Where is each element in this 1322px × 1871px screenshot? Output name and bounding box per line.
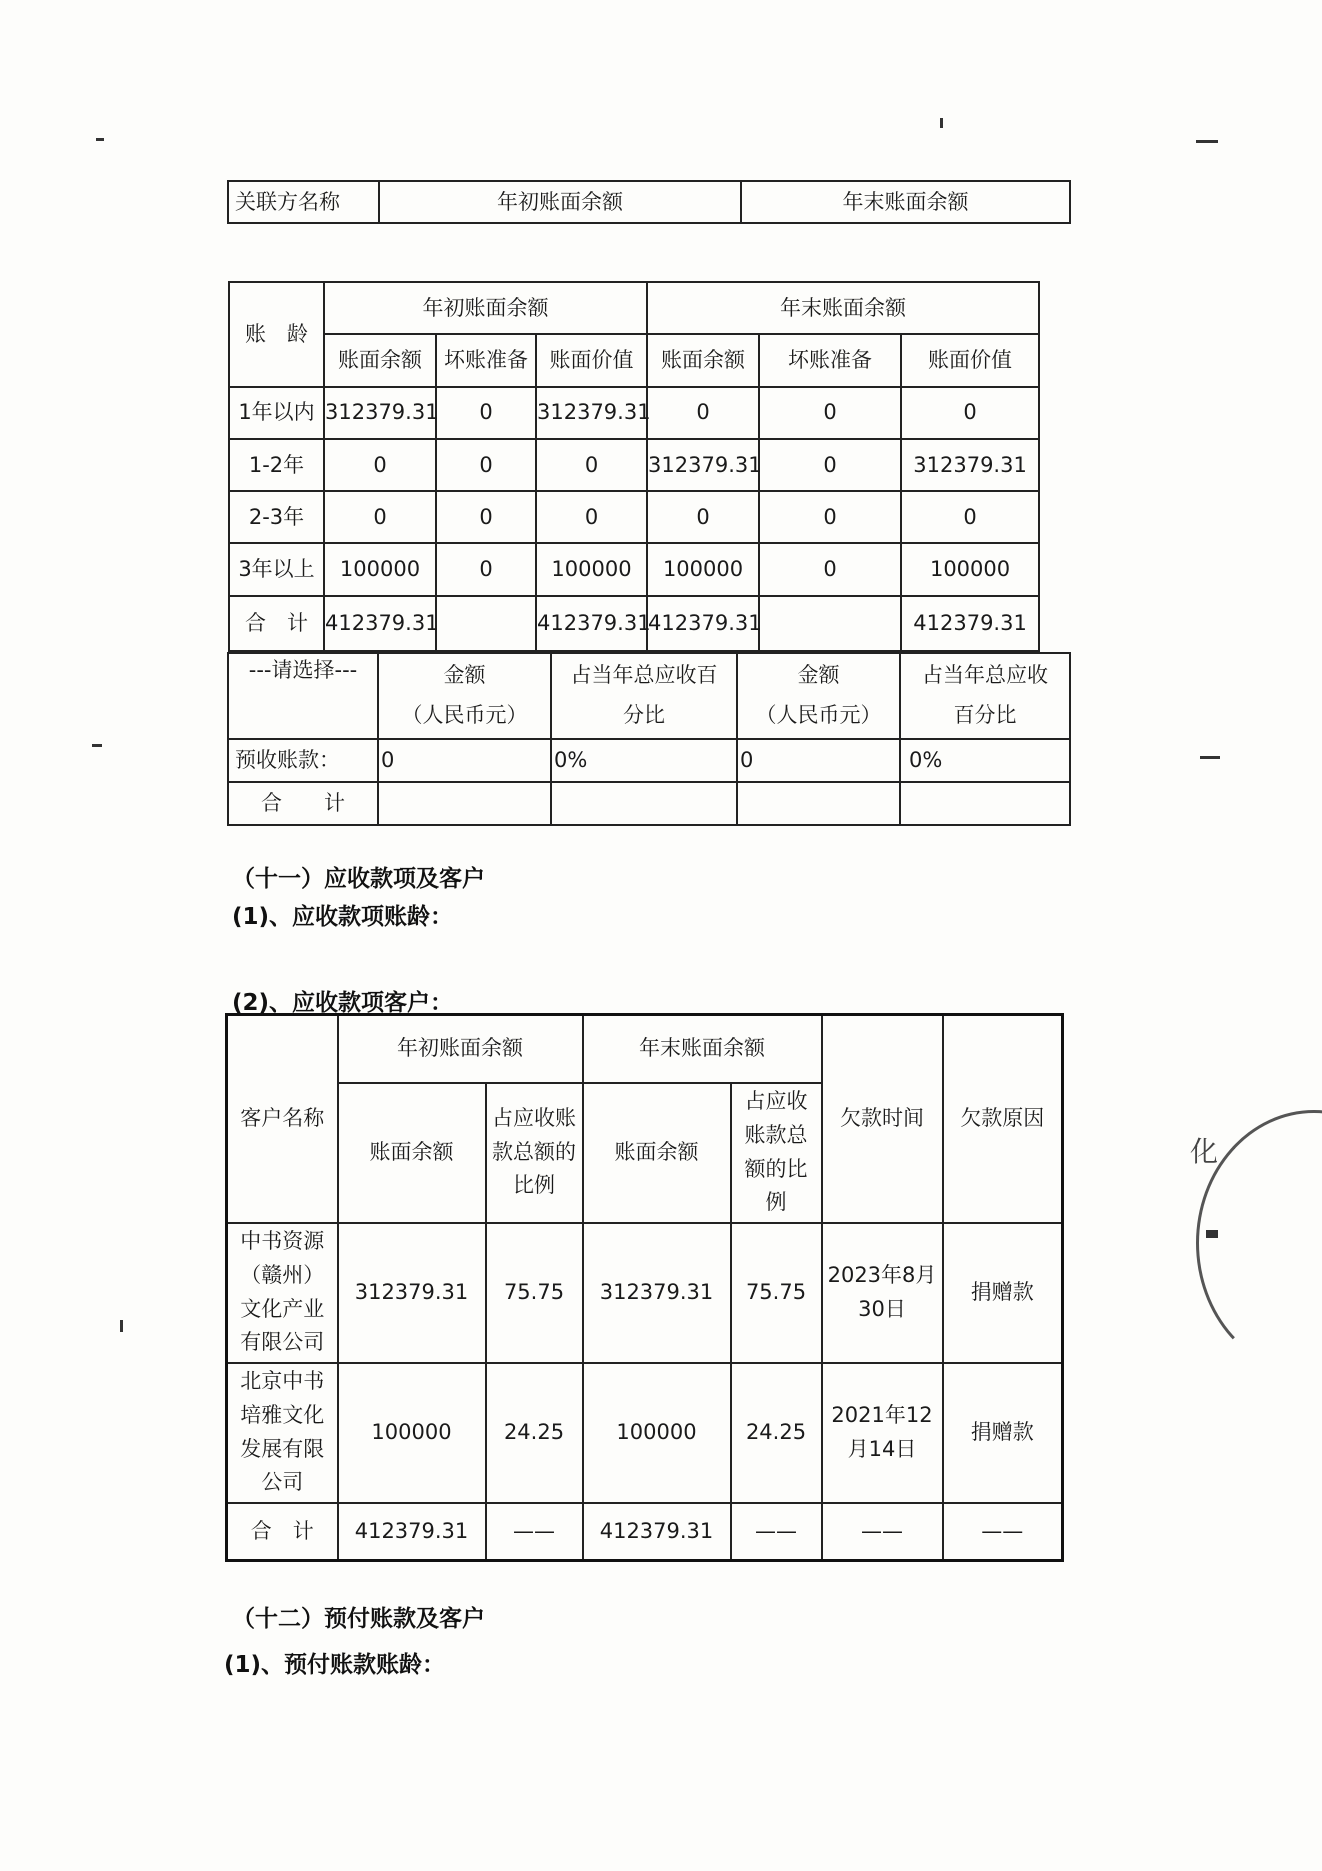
cell: 0 [759,439,901,491]
customer-name: 北京中书培雅文化发展有限公司 [227,1363,338,1503]
header-amount: 金额 （人民币元） [737,653,900,739]
cell: 0 [737,739,900,782]
cell: 0 [647,387,759,439]
sub-header: 占应收账款总额的比例 [486,1083,583,1223]
cell: 0 [436,543,536,595]
cell: 0% [551,739,737,782]
row-label: 合 计 [228,782,378,825]
section-11-sub2: (2)、应收款项客户： [232,990,454,1016]
debt-reason: 捐赠款 [943,1363,1063,1503]
header-amount: 金额 （人民币元） [378,653,551,739]
sub-header: 账面余额 [324,334,436,386]
cell: 312379.31 [901,439,1039,491]
section-12-sub1: (1)、预付账款账龄： [224,1652,446,1678]
table-row [229,439,1039,491]
cell: 24.25 [486,1363,583,1503]
debt-time: 2021年12月14日 [822,1363,943,1503]
cell [378,782,551,825]
cell: —— [486,1503,583,1561]
select-placeholder[interactable]: ---请选择--- [228,653,378,739]
table-row [229,491,1039,543]
cell: 412379.31 [901,596,1039,651]
total-row [227,1503,1063,1561]
header-group-opening: 年初账面余额 [324,282,647,334]
cell: 0 [324,491,436,543]
debt-reason: —— [943,1503,1063,1561]
sub-header: 账面价值 [901,334,1039,386]
cell: 100000 [536,543,647,595]
scan-speck [92,744,102,747]
cell [759,596,901,651]
row-label: 预收账款： [228,739,378,782]
header-group-opening: 年初账面余额 [338,1015,583,1083]
table-row [228,739,1070,782]
header-percent: 占当年总应收百分比 [900,653,1070,739]
customer-receivables-table [225,1013,1064,1562]
cell: 100000 [901,543,1039,595]
scan-speck [1206,1230,1218,1238]
cell: 0 [324,439,436,491]
cell: 24.25 [731,1363,822,1503]
cell: 75.75 [731,1223,822,1363]
cell: 0 [436,387,536,439]
cell: 312379.31 [583,1223,731,1363]
cell: 312379.31 [647,439,759,491]
cell: 0 [759,491,901,543]
cell: 312379.31 [324,387,436,439]
header-debt-time: 欠款时间 [822,1015,943,1223]
table-row [227,1363,1063,1503]
cell: 0 [901,387,1039,439]
cell: 412379.31 [324,596,436,651]
cell: 412379.31 [338,1503,486,1561]
cell: 312379.31 [338,1223,486,1363]
related-party-table [227,180,1071,224]
scan-speck [1200,756,1220,759]
cell [900,782,1070,825]
cell: 100000 [324,543,436,595]
header-related-party-name: 关联方名称 [228,181,379,223]
header-aging: 账 龄 [229,282,324,387]
header-debt-reason: 欠款原因 [943,1015,1063,1223]
cell: 0% [900,739,1070,782]
sub-header: 坏账准备 [436,334,536,386]
cell: 0 [536,491,647,543]
cell: 100000 [583,1363,731,1503]
advance-receipts-table [227,652,1071,826]
debt-time: 2023年8月30日 [822,1223,943,1363]
section-11-sub1: (1)、应收款项账龄： [232,904,454,930]
row-label: 合 计 [229,596,324,651]
header-percent: 占当年总应收百分比 [551,653,737,739]
cell: 0 [901,491,1039,543]
header-closing-balance: 年末账面余额 [741,181,1070,223]
cell: 0 [436,491,536,543]
cell [737,782,900,825]
cell: 412379.31 [536,596,647,651]
header-group-closing: 年末账面余额 [647,282,1039,334]
sub-header: 占应收账款总额的比例 [731,1083,822,1223]
debt-time: —— [822,1503,943,1561]
cell: 0 [759,387,901,439]
header-opening-balance: 年初账面余额 [379,181,741,223]
table-row [229,387,1039,439]
sub-header: 坏账准备 [759,334,901,386]
cell: 75.75 [486,1223,583,1363]
cell: 100000 [647,543,759,595]
row-label: 1-2年 [229,439,324,491]
scan-speck [940,118,943,128]
cell: 412379.31 [647,596,759,651]
header-group-closing: 年末账面余额 [583,1015,822,1083]
cell [436,596,536,651]
table-row [227,1223,1063,1363]
cell: 0 [378,739,551,782]
cell [551,782,737,825]
cell: 0 [436,439,536,491]
section-11-title: （十一）应收款项及客户 [232,866,485,892]
debt-reason: 捐赠款 [943,1223,1063,1363]
total-row [229,596,1039,651]
aging-table [228,281,1040,652]
cell: 100000 [338,1363,486,1503]
row-label: 2-3年 [229,491,324,543]
cell: 412379.31 [583,1503,731,1561]
customer-name: 中书资源（赣州）文化产业有限公司 [227,1223,338,1363]
total-row [228,782,1070,825]
header-customer-name: 客户名称 [227,1015,338,1223]
cell: 0 [647,491,759,543]
section-12-title: （十二）预付账款及客户 [232,1606,485,1632]
row-label: 3年以上 [229,543,324,595]
sub-header: 账面价值 [536,334,647,386]
table-row [229,543,1039,595]
row-label: 1年以内 [229,387,324,439]
row-label: 合 计 [227,1503,338,1561]
scan-speck [1196,140,1218,143]
sub-header: 账面余额 [647,334,759,386]
sub-header: 账面余额 [338,1083,486,1223]
cell: —— [731,1503,822,1561]
scan-speck [96,138,104,141]
cell: 0 [536,439,647,491]
sub-header: 账面余额 [583,1083,731,1223]
cell: 0 [759,543,901,595]
cell: 312379.31 [536,387,647,439]
scan-speck [120,1320,123,1332]
seal-text-fragment: 化 [1190,1135,1219,1168]
